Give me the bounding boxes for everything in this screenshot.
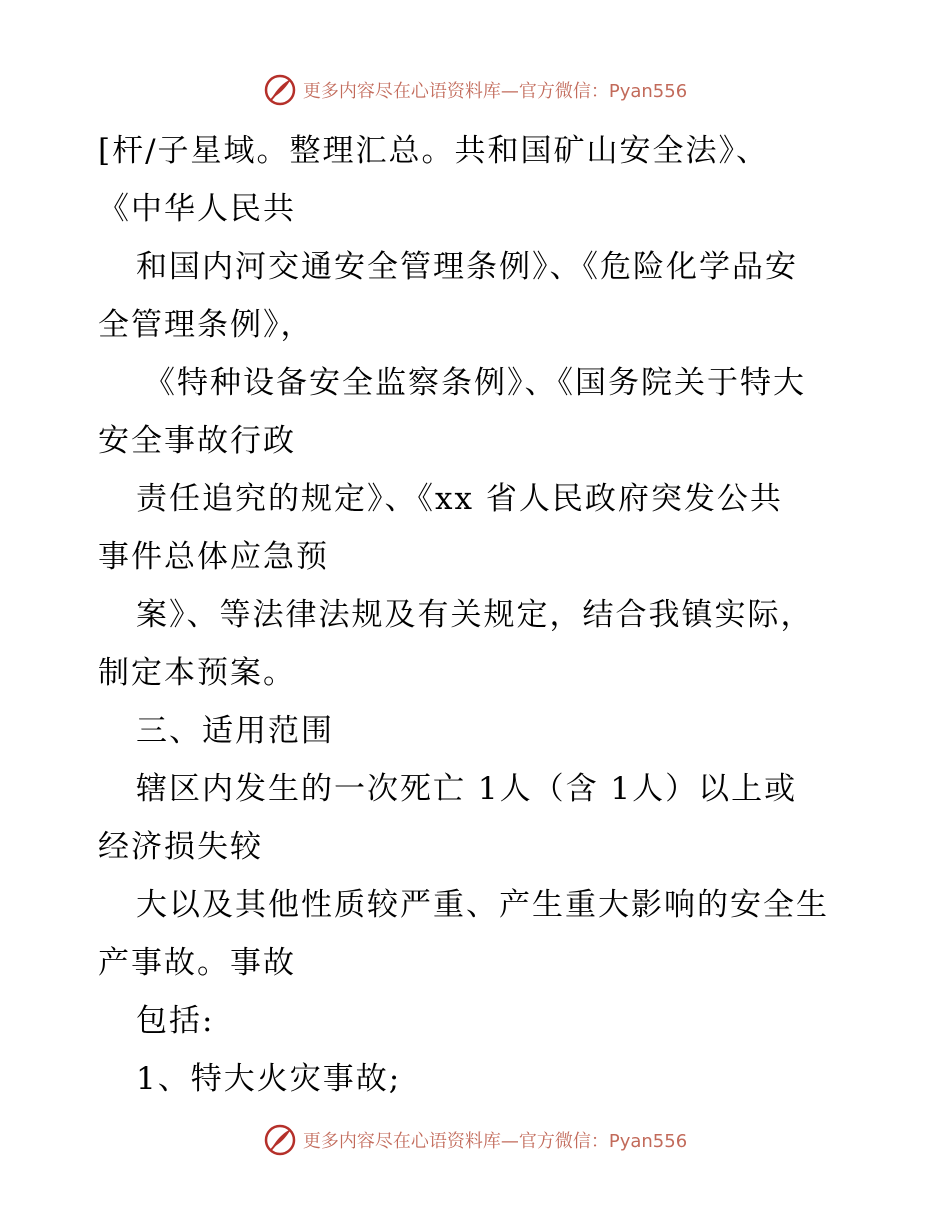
text-line: 经济损失较 (98, 829, 263, 865)
text-line: 全管理条例》， (98, 307, 314, 343)
watermark-text: 更多内容尽在心语资料库—官方微信：Pyan556 (302, 1131, 688, 1152)
feather-pen-logo-icon (263, 73, 297, 107)
text-line: 产事故。事故 (98, 945, 296, 981)
text-line: 《特种设备安全监察条例》、《国务院关于特大 (144, 365, 806, 401)
text-line: 制定本预案。 (98, 655, 296, 691)
document-body (98, 122, 898, 1108)
text-line: 包括: (136, 1003, 215, 1039)
text-line: 《中华人民共 (98, 191, 296, 227)
text-line: 安全事故行政 (98, 423, 296, 459)
watermark-text: 更多内容尽在心语资料库—官方微信：Pyan556 (302, 81, 688, 102)
text-line: 大以及其他性质较严重、产生重大影响的安全生 (136, 887, 829, 923)
text-line: 辖区内发生的一次死亡 1人（含 1人）以上或 (136, 771, 798, 807)
text-line: 事件总体应急预 (98, 539, 329, 575)
text-line: 和国内河交通安全管理条例》、《危险化学品安 (136, 249, 798, 285)
list-item: 1、特大火灾事故; (136, 1061, 402, 1097)
text-line: 责任追究的规定》、《xx 省人民政府突发公共 (136, 481, 783, 517)
feather-pen-logo-icon (263, 1123, 297, 1157)
section-heading: 三、适用范围 (136, 713, 334, 749)
text-line: [杆/子星域。整理汇总。共和国矿山安全法》、 (98, 133, 770, 169)
header-watermark (0, 70, 950, 110)
text-line: 案》、等法律法规及有关规定，结合我镇实际， (136, 597, 814, 633)
footer-watermark (0, 1120, 950, 1160)
